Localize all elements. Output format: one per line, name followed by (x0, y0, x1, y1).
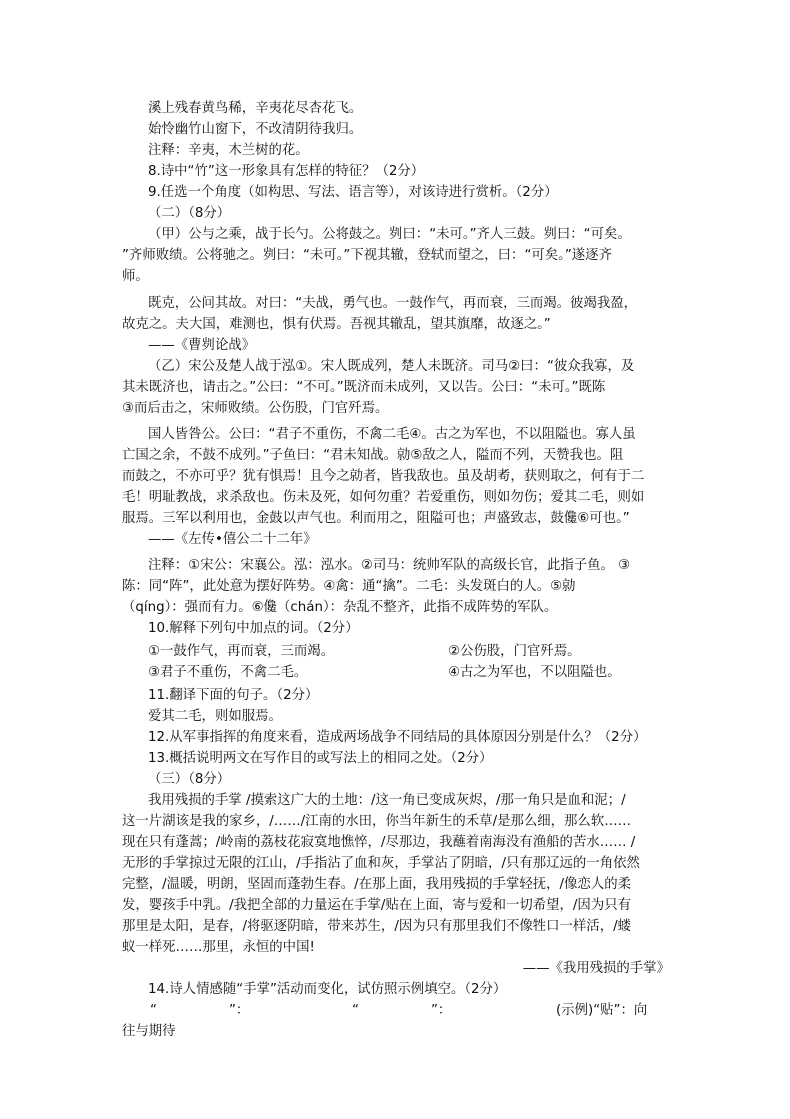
blank-1-close-quote: ”： (228, 1003, 250, 1018)
question-12: 12.从军事指挥的角度来看，造成两场战争不同结局的具体原因分别是什么？（2分） (148, 730, 647, 745)
poem3-line: 无形的手掌掠过无限的江山，/手指沾了血和灰，手掌沾了阴暗，/只有那辽远的一角依然 (122, 856, 640, 871)
section-3-header: （三）（8分） (148, 772, 231, 787)
question-10-item: ③君子不重伤，不禽二毛。 (148, 665, 308, 680)
question-14-example-cont: 往与期待 (122, 1024, 176, 1039)
passage-a-line: 师。 (122, 269, 149, 284)
passage-a-line: 故克之。夫大国，难测也，惧有伏焉。吾视其辙乱，望其旗靡，故逐之。” (122, 317, 551, 332)
passage-b-note: 陈：同“阵”，此处意为摆好阵势。④禽：通“擒”。二毛：头发斑白的人。⑤勍 (122, 579, 576, 594)
passage-a-source: ——《曹刿论战》 (148, 338, 256, 353)
poem3-source: ——《我用残损的手掌》 (522, 961, 670, 976)
question-11-sentence: 爱其二毛，则如服焉。 (148, 709, 282, 724)
poem3-line: 发，婴孩手中乳。/我把全部的力量运在手掌/贴在上面，寄与爱和一切希望，/因为只有 (122, 898, 631, 913)
section-2-header: （二）（8分） (148, 206, 231, 221)
passage-b-line: 毛！明耻教战，求杀敌也。伤未及死，如何勿重？若爱重伤，则如勿伤；爱其二毛，则如 (122, 490, 645, 505)
question-14-blank-2 (352, 1000, 451, 1021)
blank-1-open-quote: “ (150, 1003, 157, 1018)
poem3-line: 现在只有蓬蒿；/岭南的荔枝花寂寞地憔悴，/尽那边，我蘸着南海没有渔船的苦水…… / (122, 835, 636, 850)
question-9: 9.任选一个角度（如构思、写法、语言等），对该诗进行赏析。（2分） (148, 185, 558, 200)
poem3-line: 完整，/温暖，明朗，坚固而蓬勃生春。/在那上面，我用残损的手掌轻抚，/像恋人的柔 (122, 877, 631, 892)
question-13: 13.概括说明两文在写作目的或写法上的相同之处。（2分） (148, 751, 493, 766)
question-10-item: ②公伤股，门官歼焉。 (448, 644, 581, 659)
poem-line-2: 始怜幽竹山窗下，不改清阴待我归。 (148, 122, 363, 137)
passage-b-line: 国人皆咎公。公曰：“君子不重伤，不禽二毛④。古之为军也，不以阻隘也。寡人虽 (148, 427, 636, 442)
passage-b-line: 亡国之余，不鼓不成列。”子鱼曰：“君未知战。勍⑤敌之人，隘而不列，天赞我也。阻 (122, 448, 624, 463)
question-10-title: 10.解释下列句中加点的词。（2分） (148, 621, 359, 636)
question-14-example: (示例)“贴”：向 (556, 1003, 648, 1018)
poem3-line: 我用残损的手掌 /摸索这广大的土地：/这一角已变成灰烬，/那一角只是血和泥；/ (148, 793, 626, 808)
passage-b-line: 其未既济也，请击之。”公曰：“不可。”既济而未成列，又以告。公曰：“未可。”既陈 (122, 380, 606, 395)
question-10-item: ④古之为军也，不以阻隘也。 (448, 665, 621, 680)
question-8: 8.诗中“竹”这一形象具有怎样的特征？（2分） (148, 164, 425, 179)
passage-b-line: 服焉。三军以利用也，金鼓以声气也。利而用之，阻隘可也；声盛致志，鼓儳⑥可也。” (122, 511, 630, 526)
blank-2-close-quote: ”： (430, 1003, 452, 1018)
passage-b-note: 注释：①宋公：宋襄公。泓：泓水。②司马：统帅军队的高级长官，此指子鱼。 ③ (148, 558, 631, 573)
passage-a-line: ”齐师败绩。公将驰之。刿曰：“未可。”下视其辙，登轼而望之，曰：“可矣。”遂逐齐 (122, 248, 612, 263)
passage-a-line: （甲）公与之乘，战于长勺。公将鼓之。刿曰：“未可。”齐人三鼓。刿曰：“可矣。 (148, 227, 631, 242)
poem3-line: 那里是太阳，是春，/将驱逐阴暗，带来苏生，/因为只有那里我们不像牲口一样活，/蝼 (122, 919, 631, 934)
question-11-title: 11.翻译下面的句子。（2分） (148, 688, 319, 703)
poem-note: 注释：辛夷，木兰树的花。 (148, 143, 309, 158)
passage-a-line: 既克，公问其故。对曰：“夫战，勇气也。一鼓作气，再而衰，三而竭。彼竭我盈， (148, 296, 637, 311)
blank-2-open-quote: “ (352, 1003, 359, 1018)
passage-b-note: （qíng）：强而有力。⑥儳（chán）：杂乱不整齐，此指不成阵势的军队。 (122, 600, 558, 615)
passage-b-source: ——《左传•僖公二十二年》 (148, 532, 317, 547)
question-10-item: ①一鼓作气，再而衰，三而竭。 (148, 644, 335, 659)
passage-b-line: ③而后击之，宋师败绩。公伤股，门官歼焉。 (122, 401, 389, 416)
question-14-title: 14.诗人情感随“手掌”活动而变化，试仿照示例填空。（2分） (148, 982, 507, 997)
poem-line-1: 溪上残春黄鸟稀，辛夷花尽杏花飞。 (148, 101, 363, 116)
poem3-line: 蚁一样死……那里，永恒的中国! (122, 940, 315, 955)
passage-b-line: （乙）宋公及楚人战于泓①。宋人既成列，楚人未既济。司马②曰：“彼众我寡，及 (148, 359, 635, 374)
passage-b-line: 而鼓之，不亦可乎？犹有惧焉！且今之勍者，皆我敌也。虽及胡耇，获则取之，何有于二 (122, 469, 645, 484)
poem3-line: 这一片湖该是我的家乡，/……/江南的水田，你当年新生的禾草/是那么细，那么软…… (122, 814, 631, 829)
question-14-blank-1 (150, 1000, 249, 1021)
